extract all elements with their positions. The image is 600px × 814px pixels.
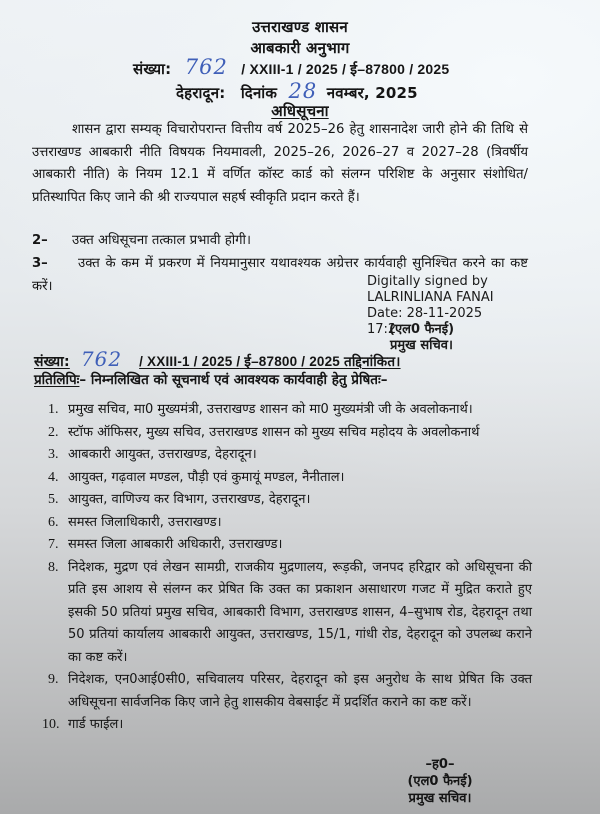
list-item-text: प्रमुख सचिव, मा0 मुख्यमंत्री, उत्तराखण्ड शासन को मा0 मुख्यमंत्री जी के अवलोकनार्थ। (68, 402, 473, 417)
paragraph-2 (32, 230, 528, 253)
paragraph-1 (32, 119, 528, 209)
list-item-number: 8. (48, 559, 59, 575)
list-item (48, 512, 532, 535)
list-item (48, 467, 532, 490)
paragraph-3-number: 3– (32, 256, 48, 271)
list-item (48, 422, 532, 445)
copy-number-label: संख्या: (34, 354, 70, 370)
copy-text: – निम्नलिखित को सूचनार्थ एवं आवश्यक कार्यवाही हेतु प्रेषितः– (79, 372, 388, 388)
signatory-name: (एल0 फैनई) (407, 774, 473, 789)
list-item (48, 444, 532, 467)
digital-signature (367, 274, 494, 354)
handwritten-number: 762 (184, 55, 228, 79)
reference-number (133, 55, 449, 79)
copy-number-rest: / XXIII-1 / 2025 / ई–87800 / 2025 तद्दिनांकित। (139, 354, 401, 369)
copy-to-line (34, 370, 387, 388)
date-rest: नवम्बर, 2025 (326, 84, 418, 102)
list-item-number: 10. (42, 717, 60, 732)
list-item-number: 3. (48, 447, 59, 462)
list-item-number: 9. (48, 672, 59, 687)
signature-designation: प्रमुख सचिव। (390, 338, 453, 353)
list-item-number: 2. (48, 424, 59, 440)
signature-date: Date: 28-11-2025 (367, 306, 483, 321)
department-name: आबकारी अनुभाग (250, 39, 350, 57)
list-item (48, 669, 532, 714)
signatory-designation: प्रमुख सचिव। (408, 791, 472, 806)
list-item-text: समस्त जिलाधिकारी, उत्तराखण्ड। (68, 514, 222, 530)
list-item (48, 489, 532, 512)
title-text: अधिसूचना (271, 102, 329, 120)
paragraph-2-number: 2– (32, 233, 48, 248)
list-item-text: स्टॉफ ऑफिसर, मुख्य सचिव, उत्तराखण्ड शासन को मुख्य सचिव महोदय के अवलोकनार्थ (68, 424, 480, 440)
list-item-text: गार्ड फाईल। (68, 717, 124, 732)
signature-line-1: Digitally signed by (367, 274, 488, 289)
copy-label: प्रतिलिपिः (34, 372, 80, 388)
list-item-text: आयुक्त, गढ़वाल मण्डल, पौड़ी एवं कुमायूं मण्डल, नैनीताल। (68, 469, 345, 485)
recipients-list (42, 399, 532, 737)
place-label: देहरादून: (176, 84, 226, 102)
list-item-text: निदेशक, मुद्रण एवं लेखन सामग्री, राजकीय मुद्रणालय, रूड़की, जनपद हरिद्वार को अधिसूचना की प्रति इस आशय से संलग्न कर प्रेषित कि उक्त का प्रकाशन असाधारण गजट में मुद्रित कराते हुए इसकी 50 प्रतियां प्रमुख सचिव, आबकारी विभाग, उत्तराखण्ड शासन, 4–सुभाष रोड, देहरादून तथा 50 प्रतियां कार्यालय आबकारी आयुक्त, उत्तराखण्ड, 15/1, गांधी रोड, देहरादून को उपलब्ध कराने का कष्ट करें। (68, 559, 532, 665)
footer-signature (390, 756, 490, 807)
list-item-text: निदेशक, एन0आई0सी0, सचिवालय परिसर, देहरादून को इस अनुरोध के साथ प्रेषित कि उक्त अधिसूचना सार्वजनिक किए जाने हेतु शासकीय वेबसाईट में प्रदर्शित कराने का कष्ट करें। (68, 672, 532, 710)
list-item-number: 4. (48, 469, 59, 485)
list-item (48, 534, 532, 557)
number-label: संख्या: (133, 60, 172, 78)
list-item-text: आयुक्त, वाणिज्य कर विभाग, उत्तराखण्ड, देहरादून। (68, 492, 311, 507)
handwritten-date: 28 (288, 79, 318, 103)
list-item (48, 399, 532, 422)
date-label: दिनांक (240, 84, 278, 102)
signed-mark: –ह0– (425, 757, 455, 772)
copy-reference-number (34, 347, 401, 371)
government-name: उत्तराखण्ड शासन (252, 18, 348, 36)
place-date (176, 79, 418, 103)
list-item (42, 714, 532, 737)
list-item (48, 557, 532, 670)
list-item-number: 5. (48, 492, 59, 507)
list-item-number: 7. (48, 537, 59, 552)
paragraph-3-text: उक्त के कम में प्रकरण में नियमानुसार यथावश्यक अग्रेत्तर कार्यवाही सुनिश्चित करने का कष्ट करें। (32, 256, 528, 294)
list-item-text: आबकारी आयुक्त, उत्तराखण्ड, देहरादून। (68, 447, 257, 462)
signature-time: 17:2 (367, 322, 397, 337)
list-item-text: समस्त जिला आबकारी अधिकारी, उत्तराखण्ड। (68, 537, 283, 552)
list-item-number: 1. (48, 402, 59, 417)
signature-signer: LALRINLIANA FANAI (367, 290, 494, 305)
document-title (0, 101, 600, 121)
copy-handwritten-number: 762 (80, 347, 123, 371)
signature-name-overlap: (एल0 फैनई) (389, 322, 455, 337)
paragraph-1-text: शासन द्वारा सम्यक् विचारोपरान्त वित्तीय वर्ष 2025–26 हेतु शासनादेश जारी होने की तिथि से उत्तराखण्ड आबकारी नीति विषयक नियमावली, 2025–26, 2026–27 व 2027–28 (त्रिवर्षीय आबकारी नीति) के नियम 12.1 में वर्णित कॉस्ट कार्ड को संलग्न परिशिष्ट के अनुसार संशोधित/प्रतिस्थापित किए जाने की श्री राज्यपाल सहर्ष स्वीकृति प्रदान करते हैं। (32, 122, 528, 205)
paragraph-2-text: उक्त अधिसूचना तत्काल प्रभावी होगी। (72, 233, 251, 248)
list-item-number: 6. (48, 514, 59, 530)
number-rest: / XXIII-1 / 2025 / ई–87800 / 2025 (241, 61, 450, 77)
